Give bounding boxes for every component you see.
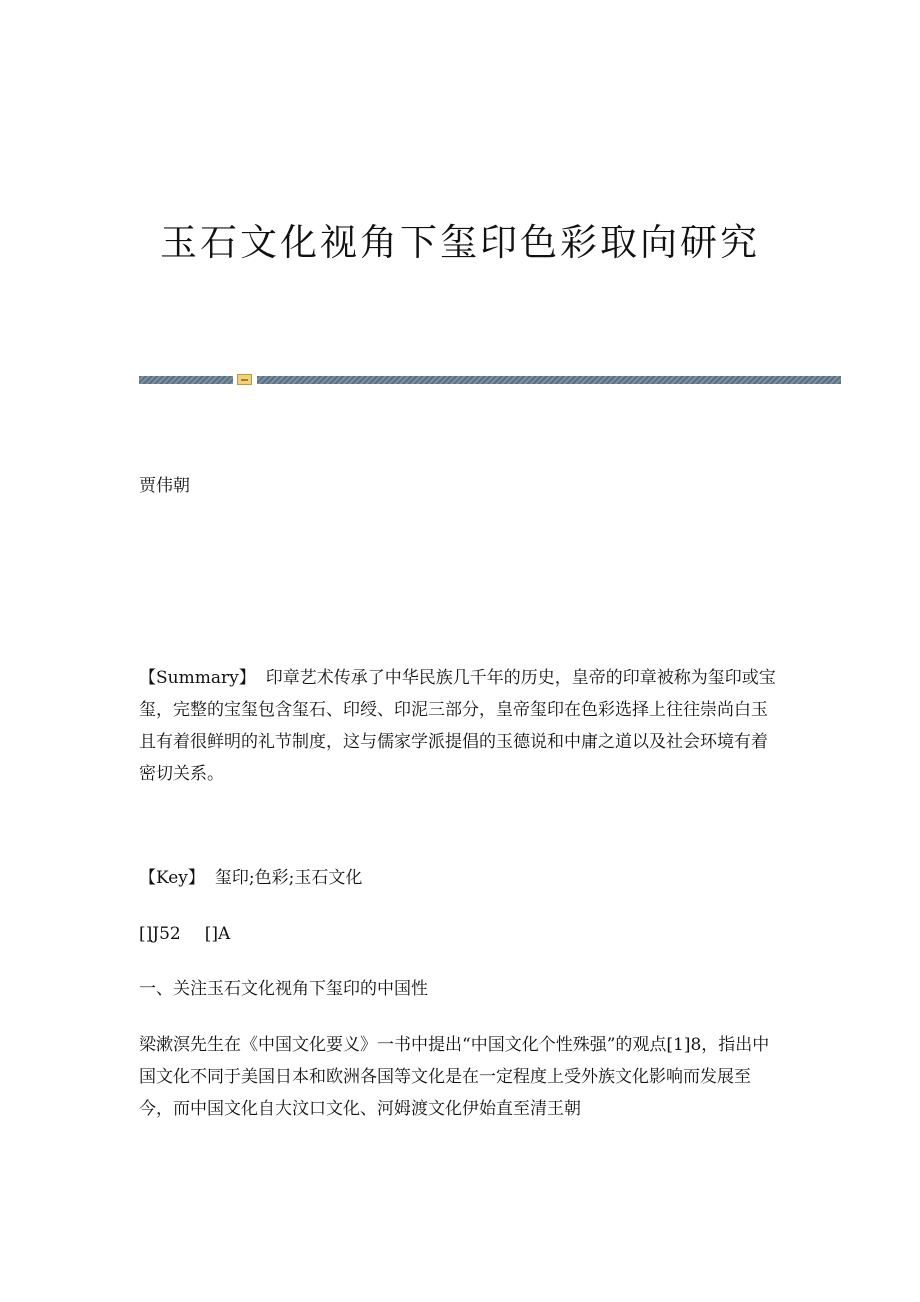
keywords-label: 【Key】 (139, 868, 205, 888)
keywords-text: 玺印;色彩;玉石文化 (214, 868, 363, 888)
title-divider (139, 374, 841, 384)
author-name: 贾伟朝 (139, 476, 190, 496)
divider-bar-left (139, 376, 233, 384)
classification-codes (139, 918, 779, 950)
summary-label: 【Summary】 (139, 668, 256, 688)
body-paragraph: 梁漱溟先生在《中国文化要义》一书中提出“中国文化个性殊强”的观点[1]8，指出中国文化不同于美国日本和欧洲各国等文化是在一定程度上受外族文化影响而发展至今，而中国文化自大汶口文化、河姆渡文化伊始直至清王朝 (139, 1035, 770, 1119)
clc-code: []J52 (139, 924, 181, 944)
document-title: 玉石文化视角下玺印色彩取向研究 (160, 221, 760, 264)
summary-paragraph (139, 662, 779, 790)
divider-bar-right (257, 376, 841, 384)
document-code: []A (204, 924, 231, 944)
section-heading: 一、关注玉石文化视角下玺印的中国性 (139, 979, 428, 999)
divider-ornament-icon (237, 374, 252, 385)
keywords-paragraph (139, 862, 779, 894)
summary-text: 印章艺术传承了中华民族几千年的历史，皇帝的印章被称为玺印或宝玺，完整的宝玺包含玺石、印绶、印泥三部分，皇帝玺印在色彩选择上往往崇尚白玉且有着很鲜明的礼节制度，这与儒家学派提倡的玉德说和中庸之道以及社会环境有着密切关系。 (139, 668, 776, 784)
